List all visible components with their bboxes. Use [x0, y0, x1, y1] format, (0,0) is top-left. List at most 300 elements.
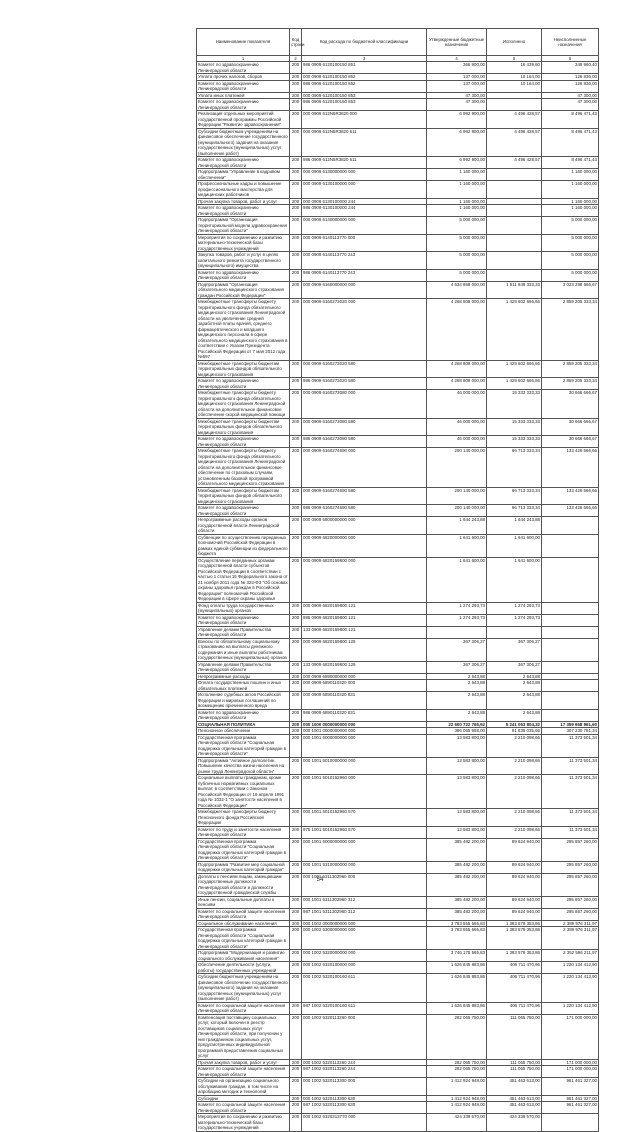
header-executed: Исполнено — [487, 29, 542, 56]
table-row — [197, 661, 599, 673]
row-classification-code: 000 0909 6120100150 852 — [302, 74, 427, 81]
table-row — [197, 1066, 599, 1078]
row-classification-code: 000 1002 5320100160 611 — [302, 974, 427, 1003]
row-executed-amount: 91 835 035,66 — [487, 728, 542, 735]
row-name: Мероприятия по сохранению и развитию материально-технической базы государственных учреждений — [197, 1114, 290, 1132]
row-code: 200 — [290, 838, 302, 861]
row-name: Комитет по социальной защите населения Ленинградской области — [197, 1102, 290, 1114]
row-unexecuted-amount — [542, 680, 599, 692]
column-number: 5 — [487, 56, 542, 62]
row-executed-amount: 367 306,27 — [487, 638, 542, 661]
row-executed-amount — [487, 181, 542, 199]
row-code: 200 — [290, 661, 302, 673]
row-executed-amount: 89 624 940,00 — [487, 838, 542, 861]
row-approved-amount: 13 583 800,00 — [427, 775, 487, 809]
row-executed-amount — [487, 626, 542, 638]
row-name: СОЦИАЛЬНАЯ ПОЛИТИКА — [197, 721, 290, 728]
row-approved-amount: 1 160 000,00 — [427, 169, 487, 181]
row-name: Непрограммные расходы органов государственной власти Ленинградской области — [197, 517, 290, 535]
row-code: 200 — [290, 638, 302, 661]
row-name: Подпрограмма "Развитие мер социальной поддержки отдельных категорий граждан" — [197, 861, 290, 873]
row-unexecuted-amount: 2 389 976 311,97 — [542, 927, 599, 950]
row-approved-amount: 1 644 243,88 — [427, 517, 487, 535]
row-classification-code: 000 1002 5320113260 000 — [302, 1014, 427, 1059]
row-code: 200 — [290, 896, 302, 908]
table-row — [197, 99, 599, 111]
row-code: 200 — [290, 974, 302, 1003]
row-approved-amount: 137 000,00 — [427, 74, 487, 81]
row-name: Субсидии бюджетным учреждениям на финансовое обеспечение государственного (муниципального) задания на оказание государственных (муниципальных) услуг (выполнение работ) — [198, 128, 288, 156]
row-name: Социальное обслуживание населения — [197, 920, 290, 927]
row-unexecuted-amount — [542, 1114, 599, 1132]
row-code: 200 — [290, 809, 302, 827]
row-approved-amount: 137 000,00 — [427, 80, 487, 92]
row-approved-amount: 385 482 200,00 — [427, 838, 487, 861]
column-number: 1 — [197, 56, 290, 62]
row-approved-amount: 385 482 200,00 — [427, 861, 487, 873]
row-classification-code: 987 1002 5320113300 630 — [302, 1102, 427, 1114]
table-row — [197, 205, 599, 217]
row-classification-code: 000 0909 6160274690 000 — [302, 448, 427, 488]
row-name: Подпрограмма "Управление в кадровом обеспечении" — [197, 169, 290, 181]
row-executed-amount: 66 713 333,34 — [487, 448, 542, 488]
row-executed-amount: 451 463 613,00 — [487, 1078, 542, 1096]
row-approved-amount: 3 783 555 665,83 — [427, 927, 487, 950]
row-classification-code: 000 0909 6800000000 000 — [302, 517, 427, 535]
row-unexecuted-amount: 295 857 260,00 — [542, 873, 599, 896]
row-approved-amount: 2 643,88 — [427, 680, 487, 692]
row-unexecuted-amount: 47 300,00 — [542, 92, 599, 99]
header-approved: Утвержденные бюджетные назначения — [427, 29, 487, 56]
row-name: Государственная программа Ленинградской области "Социальная поддержка отдельных категорий граждан в Ленинградской области" — [197, 927, 290, 950]
row-classification-code: 987 1002 5320100160 611 — [302, 1002, 427, 1014]
row-approved-amount: 6 992 900,00 — [427, 111, 487, 129]
row-approved-amount: 424 339 570,00 — [427, 1114, 487, 1132]
row-executed-amount: 2 643,88 — [487, 680, 542, 692]
row-unexecuted-amount — [542, 692, 599, 710]
table-row — [197, 217, 599, 235]
row-executed-amount: 111 065 750,00 — [487, 1066, 542, 1078]
row-classification-code: 986 0909 6820159800 121 — [302, 614, 427, 626]
row-code: 200 — [290, 775, 302, 809]
row-code: 200 — [290, 198, 302, 205]
table-row — [197, 557, 599, 602]
row-approved-amount: 1 626 845 883,86 — [427, 962, 487, 974]
row-code: 200 — [290, 205, 302, 217]
row-code: 200 — [290, 436, 302, 448]
row-classification-code: 000 0909 6160273020 000 — [302, 299, 427, 361]
row-code: 200 — [290, 534, 302, 557]
table-row — [197, 418, 599, 436]
row-executed-amount — [487, 99, 542, 111]
row-unexecuted-amount: 5 000 000,00 — [542, 234, 599, 252]
row-executed-amount: 2 210 098,66 — [487, 826, 542, 838]
row-code: 200 — [290, 378, 302, 390]
row-unexecuted-amount: 11 373 501,34 — [542, 826, 599, 838]
row-executed-amount: 1 644 243,88 — [487, 517, 542, 535]
row-approved-amount: 1 160 000,00 — [427, 198, 487, 205]
table-row — [197, 1014, 599, 1059]
row-classification-code: 000 1002 5320113300 630 — [302, 1095, 427, 1102]
row-name: Межбюджетные трансферты бюджетам территориальных фондов обязательного медицинского страхования — [197, 418, 290, 436]
row-unexecuted-amount: 171 000 000,00 — [542, 1014, 599, 1059]
row-classification-code: 987 1001 5311302960 312 — [302, 908, 427, 920]
row-name: Управление делами Правительства Ленинградской области — [197, 626, 290, 638]
row-name: Иные пенсии, социальные доплаты к пенсиям — [197, 896, 290, 908]
row-executed-amount: 406 711 470,96 — [487, 1002, 542, 1014]
row-classification-code: 000 1001 5010000000 000 — [302, 757, 427, 775]
row-executed-amount: 1 274 293,73 — [487, 614, 542, 626]
row-executed-amount: 4 496 428,57 — [487, 111, 542, 129]
table-row — [197, 809, 599, 827]
row-name: Взносы по обязательному социальному страхованию на выплаты денежного содержания и иные выплаты работникам государственных (муниципальных) органов — [197, 638, 290, 661]
row-classification-code: 000 1002 5320100000 000 — [302, 962, 427, 974]
row-code: 200 — [290, 927, 302, 950]
row-classification-code: 000 0909 6130100000 000 — [302, 181, 427, 199]
row-code: 200 — [290, 74, 302, 81]
row-code: 200 — [290, 626, 302, 638]
row-code: 200 — [290, 128, 302, 157]
row-unexecuted-amount — [542, 661, 599, 673]
row-name: Комитет по здравоохранению Ленинградской области — [197, 205, 290, 217]
row-approved-amount: 200 140 000,00 — [427, 487, 487, 505]
row-executed-amount: 2 210 098,66 — [487, 809, 542, 827]
row-classification-code: 000 1002 0000000000 000 — [302, 920, 427, 927]
row-name: Комитет по здравоохранению Ленинградской области — [197, 80, 290, 92]
table-row — [197, 390, 599, 419]
table-row — [197, 1078, 599, 1096]
row-code: 200 — [290, 861, 302, 873]
row-code: 200 — [290, 217, 302, 235]
table-row — [197, 962, 599, 974]
table-row — [197, 111, 599, 129]
row-code: 200 — [290, 1095, 302, 1102]
row-name: Комитет по здравоохранению Ленинградской области — [197, 709, 290, 721]
row-classification-code: 000 1001 5000000000 000 — [302, 838, 427, 861]
row-approved-amount: 282 065 750,00 — [427, 1059, 487, 1066]
column-number: 6 — [542, 56, 599, 62]
row-name: Исполнение судебных актов Российской Федерации и мировых соглашений по возмещению причиненного вреда — [197, 692, 290, 710]
row-approved-amount: 5 000 000,00 — [427, 217, 487, 235]
row-executed-amount: 367 306,27 — [487, 661, 542, 673]
table-row — [197, 360, 599, 378]
row-executed-amount: 1 393 579 353,86 — [487, 920, 542, 927]
row-classification-code: 000 0909 6890110320 000 — [302, 680, 427, 692]
row-executed-amount: 451 463 613,00 — [487, 1095, 542, 1102]
row-name: Прочая закупка товаров, работ и услуг — [197, 1059, 290, 1066]
table-row — [197, 534, 599, 557]
row-name: Комитет по здравоохранению Ленинградской области — [197, 62, 290, 74]
row-code: 200 — [290, 299, 302, 361]
row-classification-code: 000 0909 6160273080 000 — [302, 390, 427, 419]
row-unexecuted-amount: 11 373 501,34 — [542, 809, 599, 827]
row-name: Субвенции по осуществлению переданных полномочий Российской Федерации в рамках единой субвенции из федерального бюджета — [198, 534, 288, 557]
row-approved-amount: 366 900,00 — [427, 62, 487, 74]
row-name: Комитет по здравоохранению Ленинградской области — [197, 157, 290, 169]
row-name: Комитет по социальной защите населения Ленинградской области — [197, 908, 290, 920]
row-classification-code: 000 0909 6160273020 580 — [302, 360, 427, 378]
row-code: 200 — [290, 517, 302, 535]
row-approved-amount: 4 268 808 000,00 — [427, 360, 487, 378]
row-code: 200 — [290, 1059, 302, 1066]
row-executed-amount: 1 429 602 666,66 — [487, 378, 542, 390]
row-classification-code: 986 0909 6160273020 580 — [302, 378, 427, 390]
table-row — [197, 614, 599, 626]
row-approved-amount: 22 600 722 765,92 — [427, 721, 487, 728]
row-code: 200 — [290, 920, 302, 927]
row-approved-amount: 3 746 175 565,83 — [427, 950, 487, 962]
row-executed-amount: 15 333 333,33 — [487, 418, 542, 436]
row-approved-amount: 4 634 868 000,00 — [427, 281, 487, 299]
row-approved-amount: 6 992 900,00 — [427, 157, 487, 169]
row-approved-amount: 385 482 200,00 — [427, 873, 487, 896]
table-row — [197, 181, 599, 199]
row-code: 200 — [290, 673, 302, 680]
row-unexecuted-amount: 8 496 471,43 — [542, 157, 599, 169]
row-unexecuted-amount — [542, 614, 599, 626]
row-unexecuted-amount: 30 666 666,67 — [542, 436, 599, 448]
row-executed-amount: 89 624 940,00 — [487, 861, 542, 873]
row-classification-code: 000 1002 5320000000 000 — [302, 950, 427, 962]
row-unexecuted-amount: 2 352 596 211,97 — [542, 950, 599, 962]
table-row — [197, 234, 599, 252]
row-approved-amount: 46 000 000,00 — [427, 418, 487, 436]
column-number: 2 — [290, 56, 302, 62]
row-name: Межбюджетные трансферты бюджетам территориальных фондов обязательного медицинского страхования — [197, 360, 290, 378]
table-row — [197, 128, 599, 157]
row-classification-code: 987 1002 5320113260 244 — [302, 1066, 427, 1078]
row-unexecuted-amount: 1 160 000,00 — [542, 205, 599, 217]
row-approved-amount: 385 482 200,00 — [427, 896, 487, 908]
row-code: 200 — [290, 92, 302, 99]
row-executed-amount: 2 643,88 — [487, 673, 542, 680]
row-unexecuted-amount: 295 857 260,00 — [542, 908, 599, 920]
row-code: 200 — [290, 505, 302, 517]
row-executed-amount — [487, 217, 542, 235]
row-approved-amount — [427, 626, 487, 638]
row-classification-code: 000 0909 6160273080 580 — [302, 418, 427, 436]
row-code: 200 — [290, 757, 302, 775]
row-approved-amount: 2 643,88 — [427, 673, 487, 680]
row-unexecuted-amount: 133 426 666,66 — [542, 505, 599, 517]
row-executed-amount: 406 711 470,96 — [487, 962, 542, 974]
row-unexecuted-amount: 295 857 260,00 — [542, 861, 599, 873]
row-name: Непрограммные расходы — [197, 673, 290, 680]
row-name: Оплата государственных пошлин и иных обязательных платежей — [197, 680, 290, 692]
row-classification-code: 000 0909 6140000000 000 — [302, 217, 427, 235]
row-name: Подпрограмма "Модернизация и развитие социального обслуживания населения" — [197, 950, 290, 962]
row-classification-code: 000 0909 6120100150 853 — [302, 92, 427, 99]
row-approved-amount: 1 412 924 948,00 — [427, 1078, 487, 1096]
row-code: 200 — [290, 692, 302, 710]
row-approved-amount: 46 000 000,00 — [427, 390, 487, 419]
row-unexecuted-amount: 3 023 298 666,67 — [542, 281, 599, 299]
row-unexecuted-amount: 133 426 666,66 — [542, 448, 599, 488]
row-code: 200 — [290, 728, 302, 735]
row-unexecuted-amount — [542, 534, 599, 557]
row-approved-amount: 367 306,27 — [427, 638, 487, 661]
row-classification-code: 000 1001 5310000000 000 — [302, 861, 427, 873]
table-row — [197, 1102, 599, 1114]
table-row — [197, 1002, 599, 1014]
row-approved-amount: 5 000 000,00 — [427, 252, 487, 270]
row-name: Закупка товаров, работ и услуг в целях капитального ремонта государственного (муниципального) имущества — [197, 252, 290, 270]
row-unexecuted-amount: 2 859 205 333,34 — [542, 360, 599, 378]
row-approved-amount: 1 160 000,00 — [427, 181, 487, 199]
row-classification-code: 000 0909 6160000000 000 — [302, 281, 427, 299]
row-executed-amount: 1 429 602 666,66 — [487, 299, 542, 361]
row-name: Межбюджетные трансферты бюджету территориального фонда обязательного медицинского страхования Ленинградской области на увеличение средней заработной платы врачей, среднего фармацевтического и младшего медицинского персонала в сфере обязательного медицинского страхования в соответствии с Указом Президента Российской Федерации от 7 мая 2012 года №597 — [198, 299, 288, 360]
row-executed-amount — [487, 234, 542, 252]
table-row — [197, 448, 599, 488]
row-name: Обеспечение деятельности (услуги, работы) государственных учреждений — [197, 962, 290, 974]
row-name: Подпрограмма "Активное долголетие. Повышение качества жизни населения на рынке труда Ленинградской области" — [197, 757, 290, 775]
row-name: Субсидии — [197, 1095, 290, 1102]
table-row — [197, 692, 599, 710]
row-executed-amount: 111 065 750,00 — [487, 1059, 542, 1066]
row-code: 200 — [290, 1066, 302, 1078]
row-approved-amount: 1 412 924 948,00 — [427, 1102, 487, 1114]
row-classification-code: 000 1002 5320113300 000 — [302, 1078, 427, 1096]
row-approved-amount: 5 000 000,00 — [427, 234, 487, 252]
row-unexecuted-amount — [542, 638, 599, 661]
row-unexecuted-amount: 126 836,00 — [542, 74, 599, 81]
row-executed-amount: 2 643,88 — [487, 692, 542, 710]
row-classification-code: 000 1001 5311302960 312 — [302, 896, 427, 908]
row-unexecuted-amount: 5 000 000,00 — [542, 217, 599, 235]
row-approved-amount: 367 306,27 — [427, 661, 487, 673]
row-executed-amount: 16 439,60 — [487, 62, 542, 74]
row-unexecuted-amount: 133 426 666,66 — [542, 487, 599, 505]
row-executed-amount: 1 641 600,00 — [487, 557, 542, 602]
row-executed-amount: 1 641 600,00 — [487, 534, 542, 557]
row-code: 200 — [290, 360, 302, 378]
table-row — [197, 1114, 599, 1132]
row-approved-amount: 2 643,88 — [427, 709, 487, 721]
table-row — [197, 80, 599, 92]
table-row — [197, 908, 599, 920]
row-code: 200 — [290, 709, 302, 721]
row-classification-code: 986 0909 6160273080 580 — [302, 436, 427, 448]
row-name: Пенсионное обеспечение — [197, 728, 290, 735]
row-approved-amount: 282 065 750,00 — [427, 1014, 487, 1059]
row-name: Подпрограмма "Организация территориальной модели здравоохранения Ленинградской области" — [197, 217, 290, 235]
row-code: 200 — [290, 1014, 302, 1059]
row-code: 200 — [290, 734, 302, 757]
row-approved-amount: 1 412 924 948,00 — [427, 1095, 487, 1102]
row-code: 200 — [290, 721, 302, 728]
row-executed-amount: 2 210 098,66 — [487, 734, 542, 757]
row-approved-amount: 200 140 000,00 — [427, 448, 487, 488]
row-unexecuted-amount — [542, 557, 599, 602]
row-executed-amount: 2 643,88 — [487, 709, 542, 721]
row-code: 200 — [290, 826, 302, 838]
row-unexecuted-amount: 8 496 471,43 — [542, 111, 599, 129]
row-unexecuted-amount: 8 496 471,43 — [542, 128, 599, 157]
row-executed-amount: 406 711 470,96 — [487, 974, 542, 1003]
row-code: 200 — [290, 448, 302, 488]
row-executed-amount — [487, 169, 542, 181]
row-unexecuted-amount: 17 359 668 961,60 — [542, 721, 599, 728]
table-body — [197, 62, 599, 1132]
row-classification-code: 133 0909 6820159800 121 — [302, 626, 427, 638]
row-name: Межбюджетные трансферты бюджету территориального фонда обязательного медицинского страхования Ленинградской области на дополнительное финансовое обеспечение скорой медицинской помощи — [197, 390, 290, 419]
row-unexecuted-amount: 2 859 205 333,34 — [542, 299, 599, 361]
row-classification-code: 000 1001 5010152960 570 — [302, 809, 427, 827]
table-row — [197, 62, 599, 74]
row-classification-code: 000 1001 5010152960 000 — [302, 775, 427, 809]
row-code: 200 — [290, 111, 302, 129]
row-name: Комитет по здравоохранению Ленинградской области — [197, 614, 290, 626]
row-name: Профессиональные кадры и повышение профессионального мастерства для медицинских работников — [197, 181, 290, 199]
row-executed-amount: 66 713 333,34 — [487, 505, 542, 517]
row-unexecuted-amount: 307 230 781,34 — [542, 728, 599, 735]
row-executed-amount: 1 393 579 353,86 — [487, 950, 542, 962]
row-name: Комитет по здравоохранению Ленинградской области — [197, 99, 290, 111]
row-unexecuted-amount: 30 666 666,67 — [542, 390, 599, 419]
row-unexecuted-amount: 1 220 134 412,90 — [542, 974, 599, 1003]
row-executed-amount: 15 333 333,33 — [487, 390, 542, 419]
header-name: Наименование показателя — [197, 29, 290, 56]
row-unexecuted-amount: 295 857 260,00 — [542, 896, 599, 908]
row-classification-code: 000 0909 6820000000 000 — [302, 534, 427, 557]
row-name: Межбюджетные трансферты бюджетам территориальных фондов обязательного медицинского страхования — [197, 487, 290, 505]
row-unexecuted-amount: 126 836,00 — [542, 80, 599, 92]
row-code: 200 — [290, 269, 302, 281]
row-code: 200 — [290, 1102, 302, 1114]
row-name: Фонд оплаты труда государственных (муниципальных) органов — [197, 602, 290, 614]
row-executed-amount: 2 210 098,66 — [487, 775, 542, 809]
header-unexecuted: Неисполненные назначения — [542, 29, 599, 56]
row-unexecuted-amount: 5 000 000,00 — [542, 269, 599, 281]
row-executed-amount: 66 713 333,34 — [487, 487, 542, 505]
row-approved-amount: 1 160 000,00 — [427, 205, 487, 217]
row-unexecuted-amount: 295 857 260,00 — [542, 838, 599, 861]
column-number: 4 — [427, 56, 487, 62]
row-approved-amount: 13 583 800,00 — [427, 809, 487, 827]
row-executed-amount — [487, 269, 542, 281]
row-unexecuted-amount — [542, 602, 599, 614]
row-classification-code: 000 0909 612N5R3820 611 — [302, 128, 427, 157]
row-classification-code: 986 0909 6890110320 831 — [302, 709, 427, 721]
row-unexecuted-amount: 171 000 000,00 — [542, 1059, 599, 1066]
row-classification-code: 986 0909 6160274690 580 — [302, 505, 427, 517]
row-unexecuted-amount: 171 000 000,00 — [542, 1066, 599, 1078]
table-row — [197, 436, 599, 448]
row-executed-amount: 5 241 053 804,32 — [487, 721, 542, 728]
table-row — [197, 517, 599, 535]
row-unexecuted-amount: 1 160 000,00 — [542, 181, 599, 199]
row-classification-code: 000 1002 5320113260 244 — [302, 1059, 427, 1066]
table-row — [197, 299, 599, 361]
row-code: 200 — [290, 557, 302, 602]
row-executed-amount: 89 624 940,00 — [487, 896, 542, 908]
row-code: 200 — [290, 181, 302, 199]
row-classification-code: 000 0909 6890000000 000 — [302, 673, 427, 680]
row-executed-amount: 1 393 579 353,86 — [487, 927, 542, 950]
page-number: 54 — [316, 877, 324, 883]
row-name: Реализация отдельных мероприятий государственной программы Российской Федерации "Развитие здравоохранения" — [197, 111, 290, 129]
row-unexecuted-amount: 1 160 000,00 — [542, 169, 599, 181]
row-executed-amount: 1 511 849 333,33 — [487, 281, 542, 299]
row-classification-code: 000 0909 6160274690 580 — [302, 487, 427, 505]
table-row — [197, 838, 599, 861]
row-unexecuted-amount: 1 220 134 412,90 — [542, 1002, 599, 1014]
table-row — [197, 378, 599, 390]
row-unexecuted-amount: 11 373 501,34 — [542, 734, 599, 757]
row-approved-amount: 4 268 808 000,00 — [427, 299, 487, 361]
row-unexecuted-amount: 1 160 000,00 — [542, 198, 599, 205]
